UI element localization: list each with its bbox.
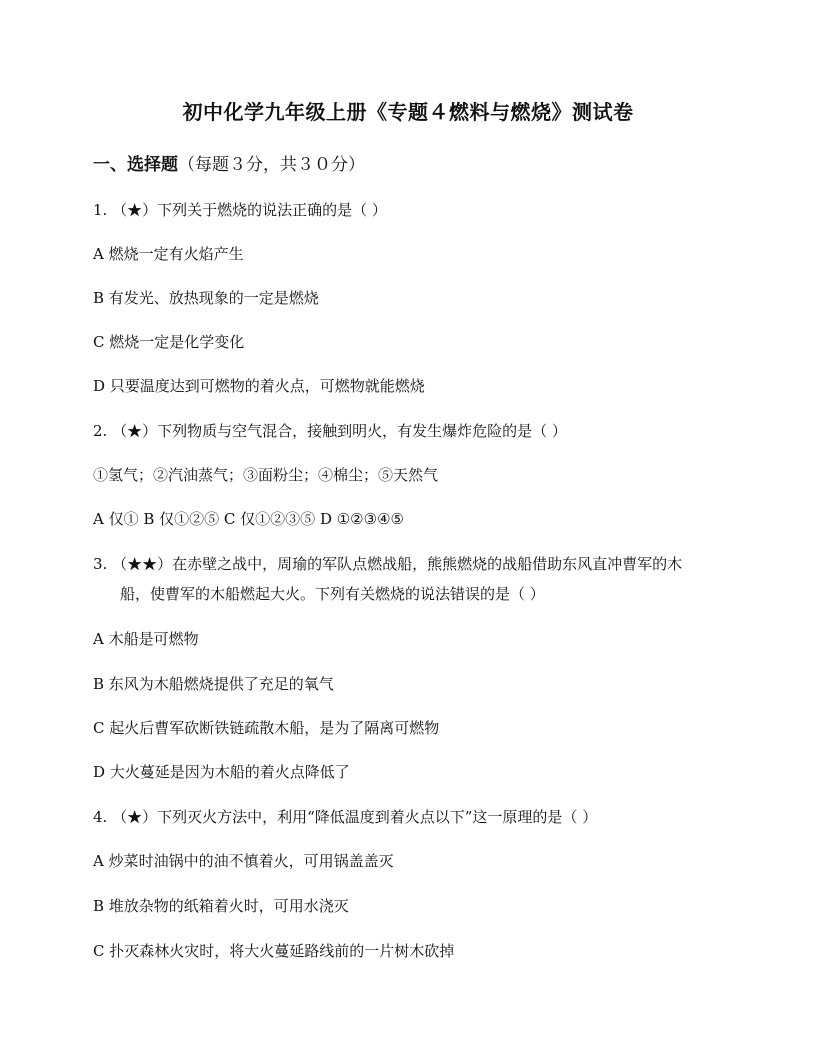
question-4-option-a: A 炒菜时油锅中的油不慎着火，可用锅盖盖灭 — [93, 852, 394, 870]
question-1-option-d: D 只要温度达到可燃物的着火点，可燃物就能燃烧 — [93, 377, 425, 395]
question-1-option-c: C 燃烧一定是化学变化 — [93, 333, 245, 351]
section-heading — [93, 150, 365, 175]
question-2-options: A 仅① B 仅①②⑤ C 仅①②③⑤ D ①②③④⑤ — [93, 510, 404, 528]
document-title: 初中化学九年级上册《专题４燃料与燃烧》测试卷 — [182, 100, 634, 124]
section-heading-note: （每题３分，共３０分） — [178, 155, 365, 175]
question-1-stem: 1. （★）下列关于燃烧的说法正确的是（ ） — [93, 201, 387, 219]
question-1-option-b: B 有发光、放热现象的一定是燃烧 — [93, 289, 319, 307]
question-2-stem: 2. （★）下列物质与空气混合，接触到明火，有发生爆炸危险的是（ ） — [93, 422, 567, 440]
question-1-option-a: A 燃烧一定有火焰产生 — [93, 245, 244, 263]
section-heading-label: 一、选择题 — [93, 155, 178, 175]
question-4-option-c: C 扑灭森林火灾时，将大火蔓延路线前的一片树木砍掉 — [93, 942, 455, 960]
question-3-option-d: D 大火蔓延是因为木船的着火点降低了 — [93, 763, 350, 781]
question-2-items: ①氢气；②汽油蒸气；③面粉尘；④棉尘；⑤天然气 — [93, 466, 439, 484]
question-4-stem: 4. （★）下列灭火方法中，利用“降低温度到着火点以下”这一原理的是（ ） — [93, 808, 598, 826]
question-3-stem-line-2: 船，使曹军的木船燃起大火。下列有关燃烧的说法错误的是（ ） — [120, 585, 545, 603]
question-3-stem-line-1: 3. （★★）在赤壁之战中，周瑜的军队点燃战船，熊熊燃烧的战船借助东风直冲曹军的木 — [93, 555, 683, 573]
question-3-option-c: C 起火后曹军砍断铁链疏散木船，是为了隔离可燃物 — [93, 719, 440, 737]
question-3-option-a: A 木船是可燃物 — [93, 630, 199, 648]
question-4-option-b: B 堆放杂物的纸箱着火时，可用水浇灭 — [93, 897, 349, 915]
question-3-option-b: B 东风为木船燃烧提供了充足的氧气 — [93, 675, 334, 693]
